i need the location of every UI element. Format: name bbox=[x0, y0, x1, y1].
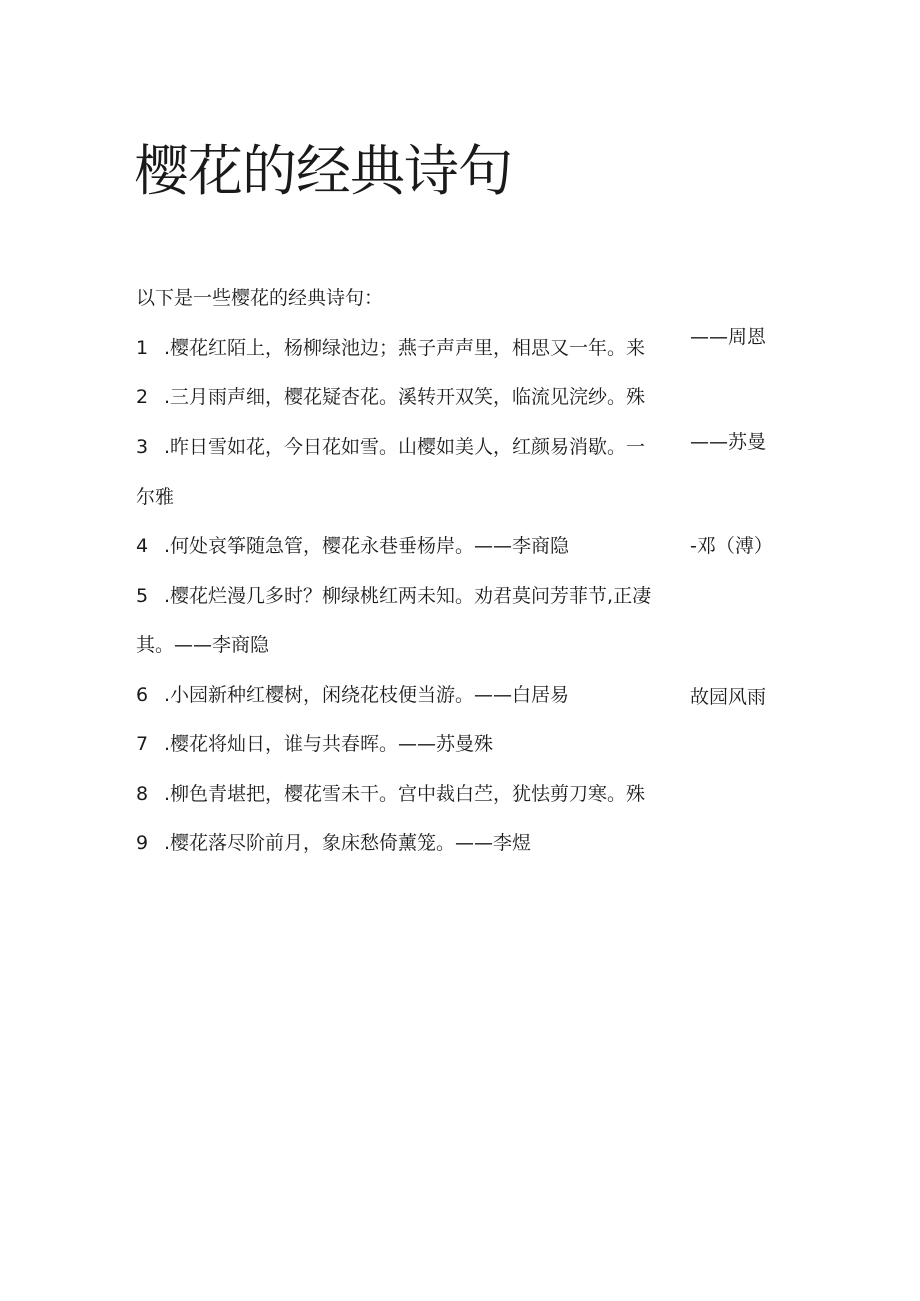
poem-item-8 bbox=[136, 781, 645, 807]
poem-number: 6 bbox=[136, 684, 149, 706]
poem-item-6 bbox=[136, 682, 569, 708]
poem-number: 2 bbox=[136, 386, 149, 408]
poem-text: .樱花烂漫几多时？柳绿桃红两未知。劝君莫问芳菲节,正凄 bbox=[164, 585, 652, 607]
poem-item-3 bbox=[136, 434, 645, 460]
poem-text: .樱花落尽阶前月，象床愁倚薰笼。——李煜 bbox=[164, 832, 532, 854]
page-title: 樱花的经典诗句 bbox=[134, 139, 513, 203]
side-note-su: ——苏曼 bbox=[690, 431, 767, 453]
poem-number: 4 bbox=[136, 535, 149, 557]
side-note-zhou: ——周恩 bbox=[690, 326, 767, 348]
intro-text: 以下是一些樱花的经典诗句： bbox=[136, 287, 384, 309]
poem-number: 7 bbox=[136, 733, 149, 755]
poem-item-4 bbox=[136, 533, 569, 559]
poem-text: .樱花将灿日，谁与共春晖。——苏曼殊 bbox=[164, 733, 494, 755]
poem-item-5-continuation: 其。——李商隐 bbox=[136, 634, 270, 656]
poem-text: .柳色青堪把，樱花雪未干。宫中裁白苎，犹怯剪刀寒。殊 bbox=[164, 783, 646, 805]
poem-item-5 bbox=[136, 583, 651, 609]
poem-text: .小园新种红樱树，闲绕花枝便当游。——白居易 bbox=[164, 684, 570, 706]
poem-item-2 bbox=[136, 384, 645, 410]
poem-number: 8 bbox=[136, 783, 149, 805]
poem-text: .三月雨声细，樱花疑杏花。溪转开双笑，临流见浣纱。殊 bbox=[164, 386, 646, 408]
side-note-guyuan: 故园风雨 bbox=[690, 686, 767, 708]
poem-number: 9 bbox=[136, 832, 149, 854]
poem-item-1 bbox=[136, 335, 645, 361]
side-note-deng: -邓（溥） bbox=[690, 535, 773, 557]
poem-text: .何处哀筝随急管，樱花永巷垂杨岸。——李商隐 bbox=[164, 535, 570, 557]
poem-number: 3 bbox=[136, 436, 149, 458]
poem-item-3-continuation: 尔雅 bbox=[136, 486, 175, 508]
poem-number: 5 bbox=[136, 585, 149, 607]
poem-text: .樱花红陌上，杨柳绿池边；燕子声声里，相思又一年。来 bbox=[164, 337, 646, 359]
poem-number: 1 bbox=[136, 337, 149, 359]
poem-item-7 bbox=[136, 731, 493, 757]
poem-text: .昨日雪如花，今日花如雪。山樱如美人，红颜易消歇。一 bbox=[164, 436, 646, 458]
poem-item-9 bbox=[136, 830, 531, 856]
